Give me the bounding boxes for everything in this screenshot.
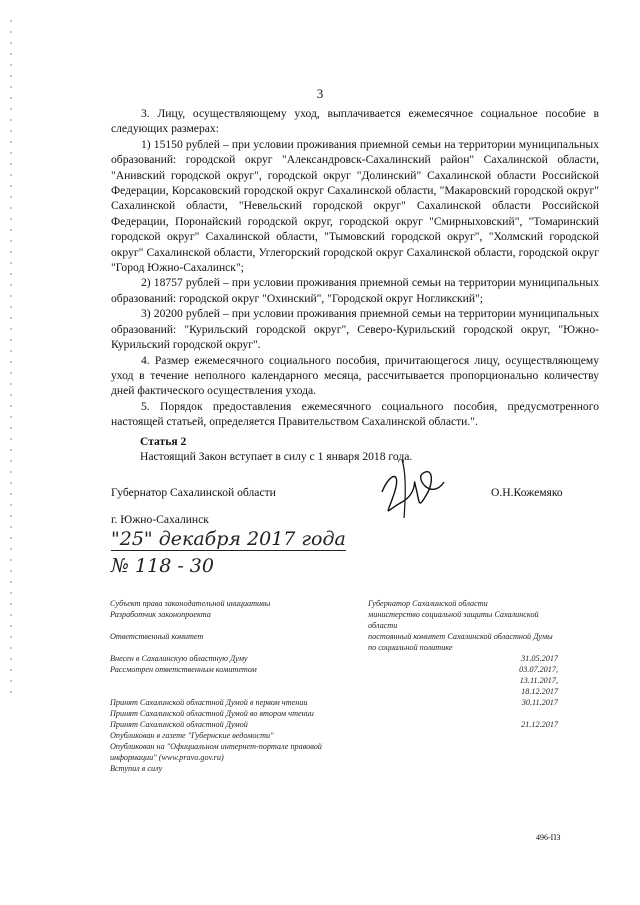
meta-line <box>110 642 360 653</box>
meta-line: Вступил в силу <box>110 764 163 773</box>
meta-line: Принят Сахалинской областной Думой <box>110 720 248 729</box>
governor-name: О.Н.Кожемяко <box>491 486 563 499</box>
article-heading: Статья 2 <box>140 435 187 448</box>
passage-history-bodies <box>368 598 558 653</box>
city: г. Южно-Сахалинск <box>111 513 209 526</box>
paragraph: 3. Лицу, осуществляющему уход, выплачивается ежемесячное социальное пособие в следующих размерах: <box>111 107 599 136</box>
meta-line: Разработчик законопроекта <box>110 610 211 619</box>
document-body <box>111 106 599 430</box>
passage-history-dates <box>468 653 558 730</box>
meta-line: Опубликован на "Официальном интернет-портале правовой информации" (www.pravo.gov.ru) <box>110 742 322 762</box>
signature <box>372 452 452 527</box>
meta-date: 21.12.2017 <box>521 720 558 729</box>
article-text: Настоящий Закон вступает в силу с 1 января 2018 года. <box>140 450 413 463</box>
meta-line: Губернатор Сахалинской области <box>368 599 488 608</box>
margin-marks <box>8 20 14 700</box>
meta-line <box>110 620 360 631</box>
meta-date <box>468 708 558 719</box>
passage-history-labels <box>110 598 360 774</box>
handwritten-date: "25" декабря 2017 года <box>111 528 346 550</box>
meta-line: Ответственный комитет <box>110 632 204 641</box>
paragraph: 4. Размер ежемесячного социального пособия, причитающегося лицу, осуществляющему уход в течение неполного календарного месяца, рассчитывается пропорционально количеству дней фактического осуществления ухода. <box>111 353 599 398</box>
page-number: 3 <box>316 86 324 101</box>
meta-line: министерство социальной защиты Сахалинской области <box>368 610 539 630</box>
governor-title: Губернатор Сахалинской области <box>111 486 276 499</box>
meta-date: 03.07.2017, <box>519 665 558 674</box>
paragraph: 5. Порядок предоставления ежемесячного социального пособия, предусмотренного настоящей статьей, определяется Правительством Сахалинской области.". <box>111 399 599 429</box>
meta-date: 31.05.2017 <box>521 654 558 663</box>
meta-line: постоянный комитет Сахалинской областной Думы по социальной политике <box>368 632 553 652</box>
meta-line <box>110 675 360 686</box>
paragraph: 3) 20200 рублей – при условии проживания приемной семьи на территории муниципальных образований: "Курильский городской округ", Северо-Курильский городской округ, "Южно-Курильский городской округ". <box>111 307 599 352</box>
document-code: 496-ПЗ <box>536 833 561 842</box>
meta-date: 18.12.2017 <box>521 687 558 696</box>
meta-date: 30.11.2017 <box>521 698 558 707</box>
meta-line: Опубликован в газете "Губернские ведомости" <box>110 731 274 740</box>
meta-line <box>110 686 360 697</box>
meta-date: 13.11.2017, <box>519 676 558 685</box>
handwritten-number: № 118 - 30 <box>111 555 214 577</box>
paragraph: 2) 18757 рублей – при условии проживания приемной семьи на территории муниципальных образований: городской округ "Охинский", "Городской округ Ногликский"; <box>111 276 599 305</box>
meta-line: Принят Сахалинской областной Думой в первом чтении <box>110 698 308 707</box>
meta-line: Внесен в Сахалинскую областную Думу <box>110 654 248 663</box>
paragraph: 1) 15150 рублей – при условии проживания приемной семьи на территории муниципальных образований: городской округ "Александровск-Сахалинский район" Сахалинской области, "Анивский городской округ", городской округ "Долинский" Сахалинской области Российской Федерации, Корсаковский городской округ Сахалинской области, "Макаровский городской округ" Сахалинской области, "Невельский городской округ" Сахалинской области Российской Федерации, Поронайский городской округ, городской округ "Смирныховский", "Томаринский городской округ" Сахалинской области, "Тымовский городской округ", "Холмский городской округ" Сахалинской области, Углегорский городской округ Сахалинской области, городской округ "Город Южно-Сахалинск"; <box>111 137 599 275</box>
meta-line: Рассмотрен ответственным комитетом <box>110 665 257 674</box>
meta-line: Субъект права законодательной инициативы <box>110 599 271 608</box>
meta-line: Принят Сахалинской областной Думой во втором чтении <box>110 709 314 718</box>
